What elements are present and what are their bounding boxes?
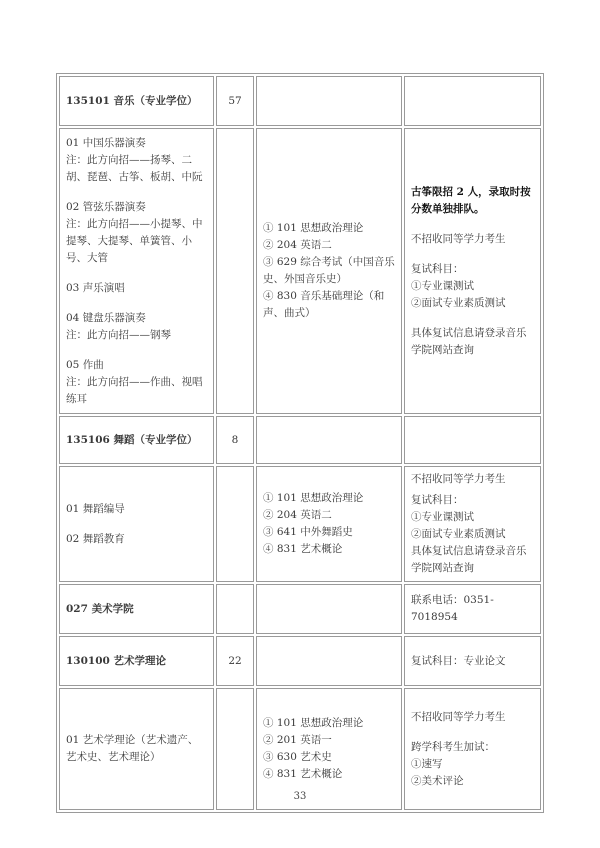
table-row-dance-directions — [59, 466, 541, 582]
direction-item — [66, 135, 207, 186]
retest-label: 复试科目： — [411, 262, 464, 275]
exam-item: ③ 641 中外舞蹈史 — [263, 526, 353, 538]
enrollment-count — [216, 128, 254, 414]
research-directions — [59, 466, 214, 582]
table-row-major-art-theory — [59, 636, 541, 686]
enrollment-count: 57 — [216, 76, 254, 126]
exam-subjects — [256, 416, 402, 464]
research-directions — [59, 128, 214, 414]
college-name: 027 美术学院 — [59, 584, 214, 634]
exam-item: ③ 629 综合考试（中国音乐史、外国音乐史） — [263, 256, 395, 285]
quota-note: 古筝限招 2 人，录取时按分数单独排队。 — [411, 185, 531, 215]
notes — [404, 416, 541, 464]
table-row-major-music — [59, 76, 541, 126]
direction-note: 注：此方向招——作曲、视唱练耳 — [66, 375, 203, 405]
exam-item: ④ 830 音乐基础理论（和声、曲式） — [263, 290, 385, 319]
exam-item: ③ 630 艺术史 — [263, 751, 332, 763]
exam-item: ④ 831 艺术概论 — [263, 543, 343, 555]
retest-item: ②面试专业素质测试 — [411, 528, 506, 540]
info-note: 具体复试信息请登录音乐学院网站查询 — [411, 326, 527, 356]
exam-item: ① 101 思想政治理论 — [263, 717, 364, 729]
contact-phone: 联系电话：0351-7018954 — [404, 584, 541, 634]
retest-label: 复试科目： — [411, 494, 464, 506]
equivalent-note: 不招收同等学力考生 — [411, 473, 506, 485]
direction-item — [66, 357, 207, 408]
notes — [404, 76, 541, 126]
direction-item — [66, 199, 207, 267]
exam-subjects — [256, 636, 402, 686]
extra-test-label: 跨学科考生加试： — [411, 740, 495, 753]
page-number: 33 — [293, 791, 307, 802]
enrollment-count — [216, 584, 254, 634]
enrollment-count: 22 — [216, 636, 254, 686]
equivalent-note: 不招收同等学力考生 — [411, 232, 506, 245]
exam-subjects — [256, 584, 402, 634]
enrollment-count: 8 — [216, 416, 254, 464]
exam-item: ① 101 思想政治理论 — [263, 222, 364, 234]
info-note: 具体复试信息请登录音乐学院网站查询 — [411, 545, 527, 574]
direction-title: 04 键盘乐器演奏 — [66, 311, 146, 324]
enrollment-count — [216, 466, 254, 582]
direction-title: 02 舞蹈教育 — [66, 532, 125, 545]
exam-item: ④ 831 艺术概论 — [263, 768, 343, 780]
admissions-table — [56, 73, 544, 813]
direction-title: 05 作曲 — [66, 358, 104, 371]
notes — [404, 128, 541, 414]
direction-title: 02 管弦乐器演奏 — [66, 200, 146, 213]
direction-title: 03 声乐演唱 — [66, 281, 125, 294]
extra-test-item: ②美术评论 — [411, 774, 464, 787]
direction-note: 注：此方向招——钢琴 — [66, 328, 171, 341]
direction-title: 01 艺术学理论（艺术遗产、艺术史、艺术理论） — [66, 734, 199, 763]
major-name: 130100 艺术学理论 — [59, 636, 214, 686]
retest-note: 复试科目：专业论文 — [404, 636, 541, 686]
extra-test-item: ①速写 — [411, 757, 443, 770]
exam-item: ① 101 思想政治理论 — [263, 492, 364, 504]
exam-subjects — [256, 76, 402, 126]
exam-subjects — [256, 128, 402, 414]
direction-note: 注：此方向招——小提琴、中提琴、大提琴、单簧管、小号、大管 — [66, 217, 203, 264]
direction-item — [66, 280, 207, 297]
direction-title: 01 中国乐器演奏 — [66, 136, 146, 149]
notes — [404, 466, 541, 582]
exam-subjects — [256, 466, 402, 582]
table-row-major-dance — [59, 416, 541, 464]
retest-item: ①专业课测试 — [411, 511, 474, 523]
exam-item: ② 201 英语一 — [263, 734, 332, 746]
retest-item: ②面试专业素质测试 — [411, 296, 506, 309]
direction-item — [66, 310, 207, 344]
table-row-music-directions — [59, 128, 541, 414]
exam-item: ② 204 英语二 — [263, 239, 332, 251]
retest-item: ①专业课测试 — [411, 279, 474, 292]
equivalent-note: 不招收同等学力考生 — [411, 710, 506, 723]
major-name: 135106 舞蹈（专业学位） — [59, 416, 214, 464]
direction-note: 注：此方向招——扬琴、二胡、琵琶、古筝、板胡、中阮 — [66, 153, 203, 183]
major-name: 135101 音乐（专业学位） — [59, 76, 214, 126]
table-row-college-fine-arts — [59, 584, 541, 634]
exam-item: ② 204 英语二 — [263, 509, 332, 521]
direction-title: 01 舞蹈编导 — [66, 502, 125, 515]
